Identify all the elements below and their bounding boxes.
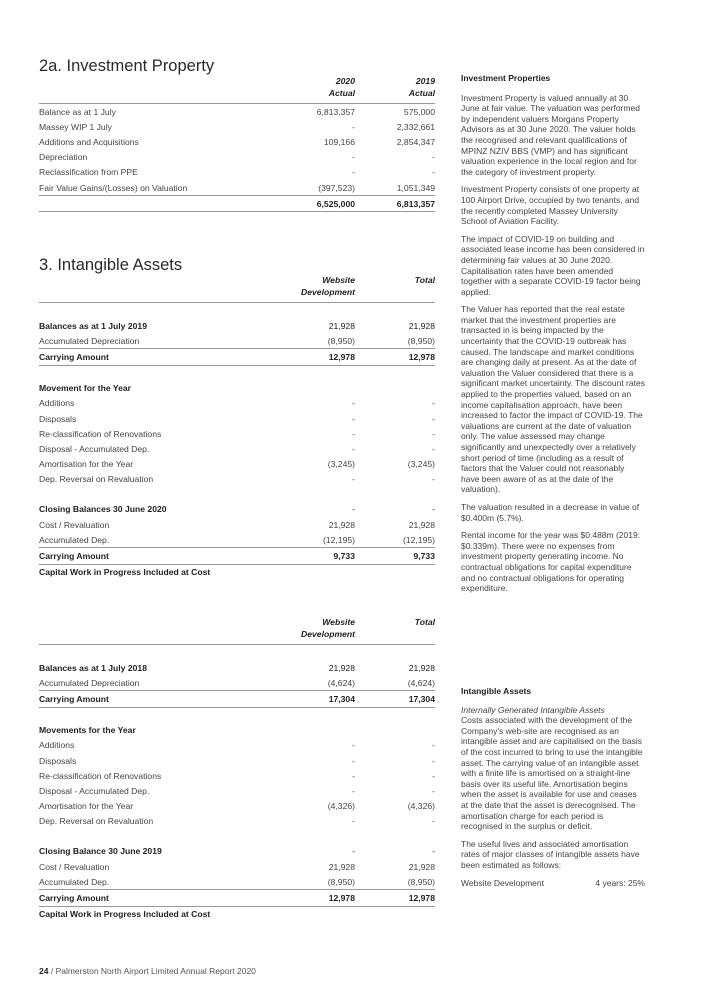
useful-life-value: 4 years: 25% [595,877,645,888]
table-row: Amortisation for the Year (4,326) (4,326) [39,801,435,812]
table-row: Movements for the Year [39,725,136,736]
table-row: Accumulated Depreciation (4,624) (4,624) [39,677,435,688]
paragraph: Costs associated with the development of the Company's web-site are recognised as an intangible asset and are capitalised on the basis of the cost incurred to bring to use the intangible asset. The carrying value of an intangible asset with a finite life is amortised on a straight-line basis over its useful life. Amortisation begins when the asset is available for use and ceases at the date that the asset is derecognised. The amortisation charge for each period is recognised in the surplus or deficit. [461,715,643,832]
paragraph: The impact of COVID-19 on building and associated lease income has been considered in determining fair values at 30 June 2020. Capitalisation rates have been amended together with a separate COVID-19 factor being applied. [461,233,645,297]
intangible-table-2019 [39,616,435,922]
table-row: Accumulated Depreciation (8,950) (8,950) [39,335,435,346]
table-header [39,274,435,303]
table-row: Capital Work in Progress Included at Cost [39,567,211,578]
col-2019: 2019 [415,76,435,86]
table-row: Carrying Amount 17,304 17,304 [39,691,435,707]
col-website-sub: Development [301,629,355,639]
table-row: Disposals - - [39,413,435,424]
paragraph: The useful lives and associated amortisation rates of major classes of intangible assets have been estimated as follows: [461,838,640,870]
intangible-title: 3. Intangible Assets [39,256,183,274]
table-row: Carrying Amount 12,978 12,978 [39,890,435,906]
intangible-table-2020 [39,274,435,580]
table-row: Disposals - - [39,755,435,766]
investment-title: 2a. Investment Property [39,57,215,75]
col-website: Website [322,617,355,627]
table-row: Reclassification from PPE - - [39,167,435,178]
col-total: Total [414,617,435,627]
investment-notes-heading: Investment Properties [461,73,551,83]
table-row: Disposal - Accumulated Dep. - - [39,785,435,796]
table-row: Accumulated Dep. (8,950) (8,950) [39,876,435,887]
table-row: Cost / Revaluation 21,928 21,928 [39,519,435,530]
paragraph: The Valuer has reported that the real estate market that the investment properties are transacted in is being impacted by the uncertainty that the COVID-19 outbreak has caused. The landscape and market conditions are changing daily at present. As at the date of valuation the Valuer considered that there is a significant market uncertainty. The discount rates applied to the properties valued, based on an income capitalisation approach, have been increased to factor the impact of COVID-19. The valuations are current at the date of valuation only. The value assessed may change significantly and unexpectedly over a relatively short period of time (including as a result of factors that the Valuer could not reasonably have been aware of as at the date of the valuation). [461,304,645,495]
table-header [39,616,435,645]
table-row: Fair Value Gains/(Losses) on Valuation (397,523) 1,051,349 [39,182,435,193]
page-footer [39,966,256,976]
intangible-notes-subheading: Internally Generated Intangible Assets [461,704,605,715]
table-row: Additions - - [39,740,435,751]
table-row: Re-classification of Renovations - - [39,428,435,439]
intangible-notes-heading: Intangible Assets [461,686,532,696]
investment-table [39,75,435,212]
total-row: 6,525,000 6,813,357 [39,196,435,212]
paragraph: Investment Property consists of one property at 100 Airport Drive, occupied by two tenants, and the recently completed Massey University School of Aviation Facility. [461,184,640,227]
table-row: Disposal - Accumulated Dep. - - [39,443,435,454]
col-website: Website [322,275,355,285]
table-row: Closing Balance 30 June 2019 - - [39,846,435,857]
table-row: Balance as at 1 July 6,813,357 575,000 [39,106,435,117]
table-row: Carrying Amount 9,733 9,733 [39,548,435,564]
footer-text: / Palmerston North Airport Limited Annual Report 2020 [50,966,256,976]
paragraph: Rental income for the year was $0.488m (2019: $0.339m). There were no expenses from investment property generating income. No contractual obligations for capital expenditure and no contractual obligations for operating expenditure. [461,530,641,594]
table-row: Movement for the Year [39,383,132,394]
intangible-notes [461,686,645,888]
table-row: Depreciation - - [39,152,435,163]
useful-life-row [461,878,645,889]
table-row: Capital Work in Progress Included at Cost [39,909,211,920]
col-total: Total [414,275,435,285]
table-row: Accumulated Dep. (12,195) (12,195) [39,534,435,545]
col-website-sub: Development [301,287,355,297]
table-row: Balances as at 1 July 2018 21,928 21,928 [39,662,435,673]
col-2020-sub: Actual [328,88,355,98]
table-row: Additions - - [39,398,435,409]
table-row: Carrying Amount 12,978 12,978 [39,349,435,365]
table-row: Additions and Acquisitions 109,166 2,854,347 [39,136,435,147]
table-row: Massey WIP 1 July - 2,332,661 [39,121,435,132]
useful-life-label: Website Development [461,877,544,888]
table-row: Balances as at 1 July 2019 21,928 21,928 [39,320,435,331]
table-row: Closing Balances 30 June 2020 - - [39,504,435,515]
table-row: Amortisation for the Year (3,245) (3,245) [39,459,435,470]
paragraph: The valuation resulted in a decrease in value of $0.400m (5.7%). [461,501,640,523]
table-row: Dep. Reversal on Revaluation - - [39,474,435,485]
paragraph: Investment Property is valued annually at 30 June at fair value. The valuation was performed by independent valuers Morgans Property Advisors as at 30 June 2020. The valuer holds the recognised and relevant qualifications of MPINZ NZIV BBS (VMP) and has significant valuation experience in the local region and for the category of investment property. [461,92,640,177]
table-row: Dep. Reversal on Revaluation - - [39,816,435,827]
investment-notes [461,73,645,601]
table-row: Re-classification of Renovations - - [39,770,435,781]
col-2019-sub: Actual [408,88,435,98]
table-row: Cost / Revaluation 21,928 21,928 [39,861,435,872]
page-number: 24 [39,966,49,976]
table-header [39,75,435,104]
col-2020: 2020 [335,76,355,86]
